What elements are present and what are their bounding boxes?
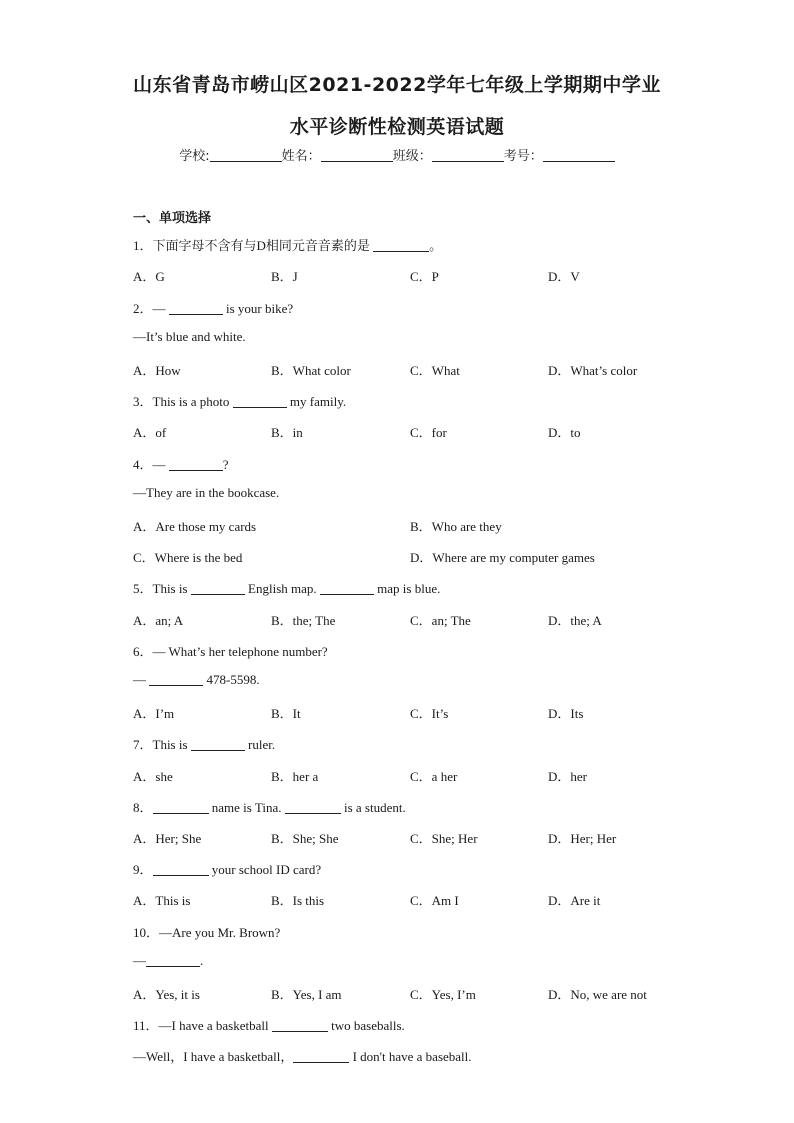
q2-pre: 2．— <box>133 301 166 316</box>
class-blank[interactable] <box>432 149 504 162</box>
q10-option-a[interactable]: A．Yes, it is <box>133 987 200 1002</box>
question-2 <box>133 298 293 317</box>
q8-option-d[interactable]: D．Her; Her <box>548 831 617 846</box>
q7-option-a[interactable]: A．she <box>133 769 173 784</box>
answer-blank[interactable] <box>191 582 245 595</box>
q9-post: your school ID card? <box>211 862 322 877</box>
q4-option-d[interactable]: D．Where are my computer games <box>410 550 595 565</box>
name-label: 姓名： <box>281 149 321 164</box>
q10-option-b[interactable]: B．Yes, I am <box>271 987 342 1002</box>
answer-blank[interactable] <box>272 1019 328 1032</box>
q5-mid: English map. <box>248 581 317 596</box>
q5-option-c[interactable]: C．an; The <box>410 613 471 628</box>
q10-option-c[interactable]: C．Yes, I’m <box>410 987 476 1002</box>
answer-blank[interactable] <box>153 863 209 876</box>
q4-option-a[interactable]: A．Are those my cards <box>133 519 257 534</box>
q1-end: 。 <box>429 238 443 253</box>
q2-option-d[interactable]: D．What’s color <box>548 363 638 378</box>
question-11-reply <box>133 1046 472 1065</box>
q9-option-d[interactable]: D．Are it <box>548 893 601 908</box>
number-blank[interactable] <box>543 149 615 162</box>
q6-option-c[interactable]: C．It’s <box>410 706 449 721</box>
q10-option-d[interactable]: D．No, we are not <box>548 987 647 1002</box>
title-line-2: 水平诊断性检测英语试题 <box>289 116 505 138</box>
q3-option-b[interactable]: B．in <box>271 425 303 440</box>
answer-blank[interactable] <box>233 395 287 408</box>
q1-stem: 1．下面字母不含有与D相同元音音素的是 <box>133 238 370 253</box>
answer-blank[interactable] <box>149 673 203 686</box>
q5-option-d[interactable]: D．the; A <box>548 613 602 628</box>
answer-blank[interactable] <box>169 458 223 471</box>
school-blank[interactable] <box>210 149 282 162</box>
q9-option-b[interactable]: B．Is this <box>271 893 325 908</box>
question-8 <box>133 797 406 816</box>
q5-option-b[interactable]: B．the; The <box>271 613 336 628</box>
answer-blank[interactable] <box>153 801 209 814</box>
q4-option-c[interactable]: C．Where is the bed <box>133 550 243 565</box>
q4-option-b[interactable]: B．Who are they <box>410 519 502 534</box>
q11-reply-post: I don't have a baseball. <box>352 1049 472 1064</box>
q10-stem: 10．—Are you Mr. Brown? <box>133 925 281 940</box>
q5-option-a[interactable]: A．an; A <box>133 613 184 628</box>
q3-option-d[interactable]: D．to <box>548 425 581 440</box>
q7-option-c[interactable]: C．a her <box>410 769 458 784</box>
q10-pre: — <box>133 953 146 968</box>
question-1 <box>133 235 442 254</box>
question-3 <box>133 391 346 410</box>
q7-pre: 7．This is <box>133 737 188 752</box>
q4-pre: 4．— <box>133 457 166 472</box>
q3-pre: 3．This is a photo <box>133 394 230 409</box>
q3-post: my family. <box>289 394 347 409</box>
question-11 <box>133 1015 405 1034</box>
number-label: 考号： <box>503 149 543 164</box>
q3-option-a[interactable]: A．of <box>133 425 167 440</box>
answer-blank[interactable] <box>373 239 429 252</box>
q6-pre: — <box>133 672 146 687</box>
question-6-reply <box>133 672 260 688</box>
q4-post: ? <box>222 457 229 472</box>
answer-blank[interactable] <box>285 801 341 814</box>
q11-pre: 11．—I have a basketball <box>133 1018 269 1033</box>
class-label: 班级： <box>392 149 432 164</box>
q1-option-b[interactable]: B．J <box>271 269 298 284</box>
q8-mid: name is Tina. <box>211 800 282 815</box>
section-heading: 一、单项选择 <box>133 211 212 226</box>
answer-blank[interactable] <box>169 302 223 315</box>
q3-option-c[interactable]: C．for <box>410 425 447 440</box>
q11-post: two baseballs. <box>331 1018 405 1033</box>
question-9 <box>133 859 321 878</box>
q9-pre: 9． <box>133 862 153 877</box>
q5-pre: 5．This is <box>133 581 188 596</box>
q9-option-c[interactable]: C．Am I <box>410 893 459 908</box>
q5-post: map is blue. <box>377 581 441 596</box>
answer-blank[interactable] <box>320 582 374 595</box>
q8-post: is a student. <box>343 800 406 815</box>
q1-option-d[interactable]: D．V <box>548 269 580 284</box>
q8-pre: 8． <box>133 800 153 815</box>
question-7 <box>133 734 275 753</box>
q4-reply: —They are in the bookcase. <box>133 485 280 500</box>
q2-reply: —It’s blue and white. <box>133 329 246 344</box>
q7-option-d[interactable]: D．her <box>548 769 587 784</box>
q10-post: . <box>200 953 204 968</box>
q9-option-a[interactable]: A．This is <box>133 893 191 908</box>
student-info <box>0 145 794 164</box>
title-line-1: 山东省青岛市崂山区2021-2022学年七年级上学期期中学业 <box>133 74 661 96</box>
q2-option-c[interactable]: C．What <box>410 363 460 378</box>
q2-option-b[interactable]: B．What color <box>271 363 351 378</box>
q7-option-b[interactable]: B．her a <box>271 769 319 784</box>
q6-stem: 6．— What’s her telephone number? <box>133 644 328 659</box>
question-5 <box>133 578 440 597</box>
q6-post: 478-5598. <box>206 672 260 687</box>
q7-post: ruler. <box>248 737 276 752</box>
question-10-reply <box>133 953 203 969</box>
q8-option-a[interactable]: A．Her; She <box>133 831 202 846</box>
answer-blank[interactable] <box>191 738 245 751</box>
q6-option-a[interactable]: A．I’m <box>133 706 175 721</box>
q6-option-d[interactable]: D．Its <box>548 706 584 721</box>
school-label: 学校: <box>179 149 210 164</box>
q2-option-a[interactable]: A．How <box>133 363 181 378</box>
q2-post: is your bike? <box>226 301 294 316</box>
answer-blank[interactable] <box>146 954 200 967</box>
answer-blank[interactable] <box>293 1050 349 1063</box>
q1-option-a[interactable]: A．G <box>133 269 165 284</box>
q1-option-c[interactable]: C．P <box>410 269 439 284</box>
q8-option-b[interactable]: B．She; She <box>271 831 339 846</box>
q11-reply-pre: —Well，I have a basketball， <box>133 1049 294 1064</box>
question-4 <box>133 454 229 473</box>
name-blank[interactable] <box>321 149 393 162</box>
q6-option-b[interactable]: B．It <box>271 706 301 721</box>
q8-option-c[interactable]: C．She; Her <box>410 831 478 846</box>
